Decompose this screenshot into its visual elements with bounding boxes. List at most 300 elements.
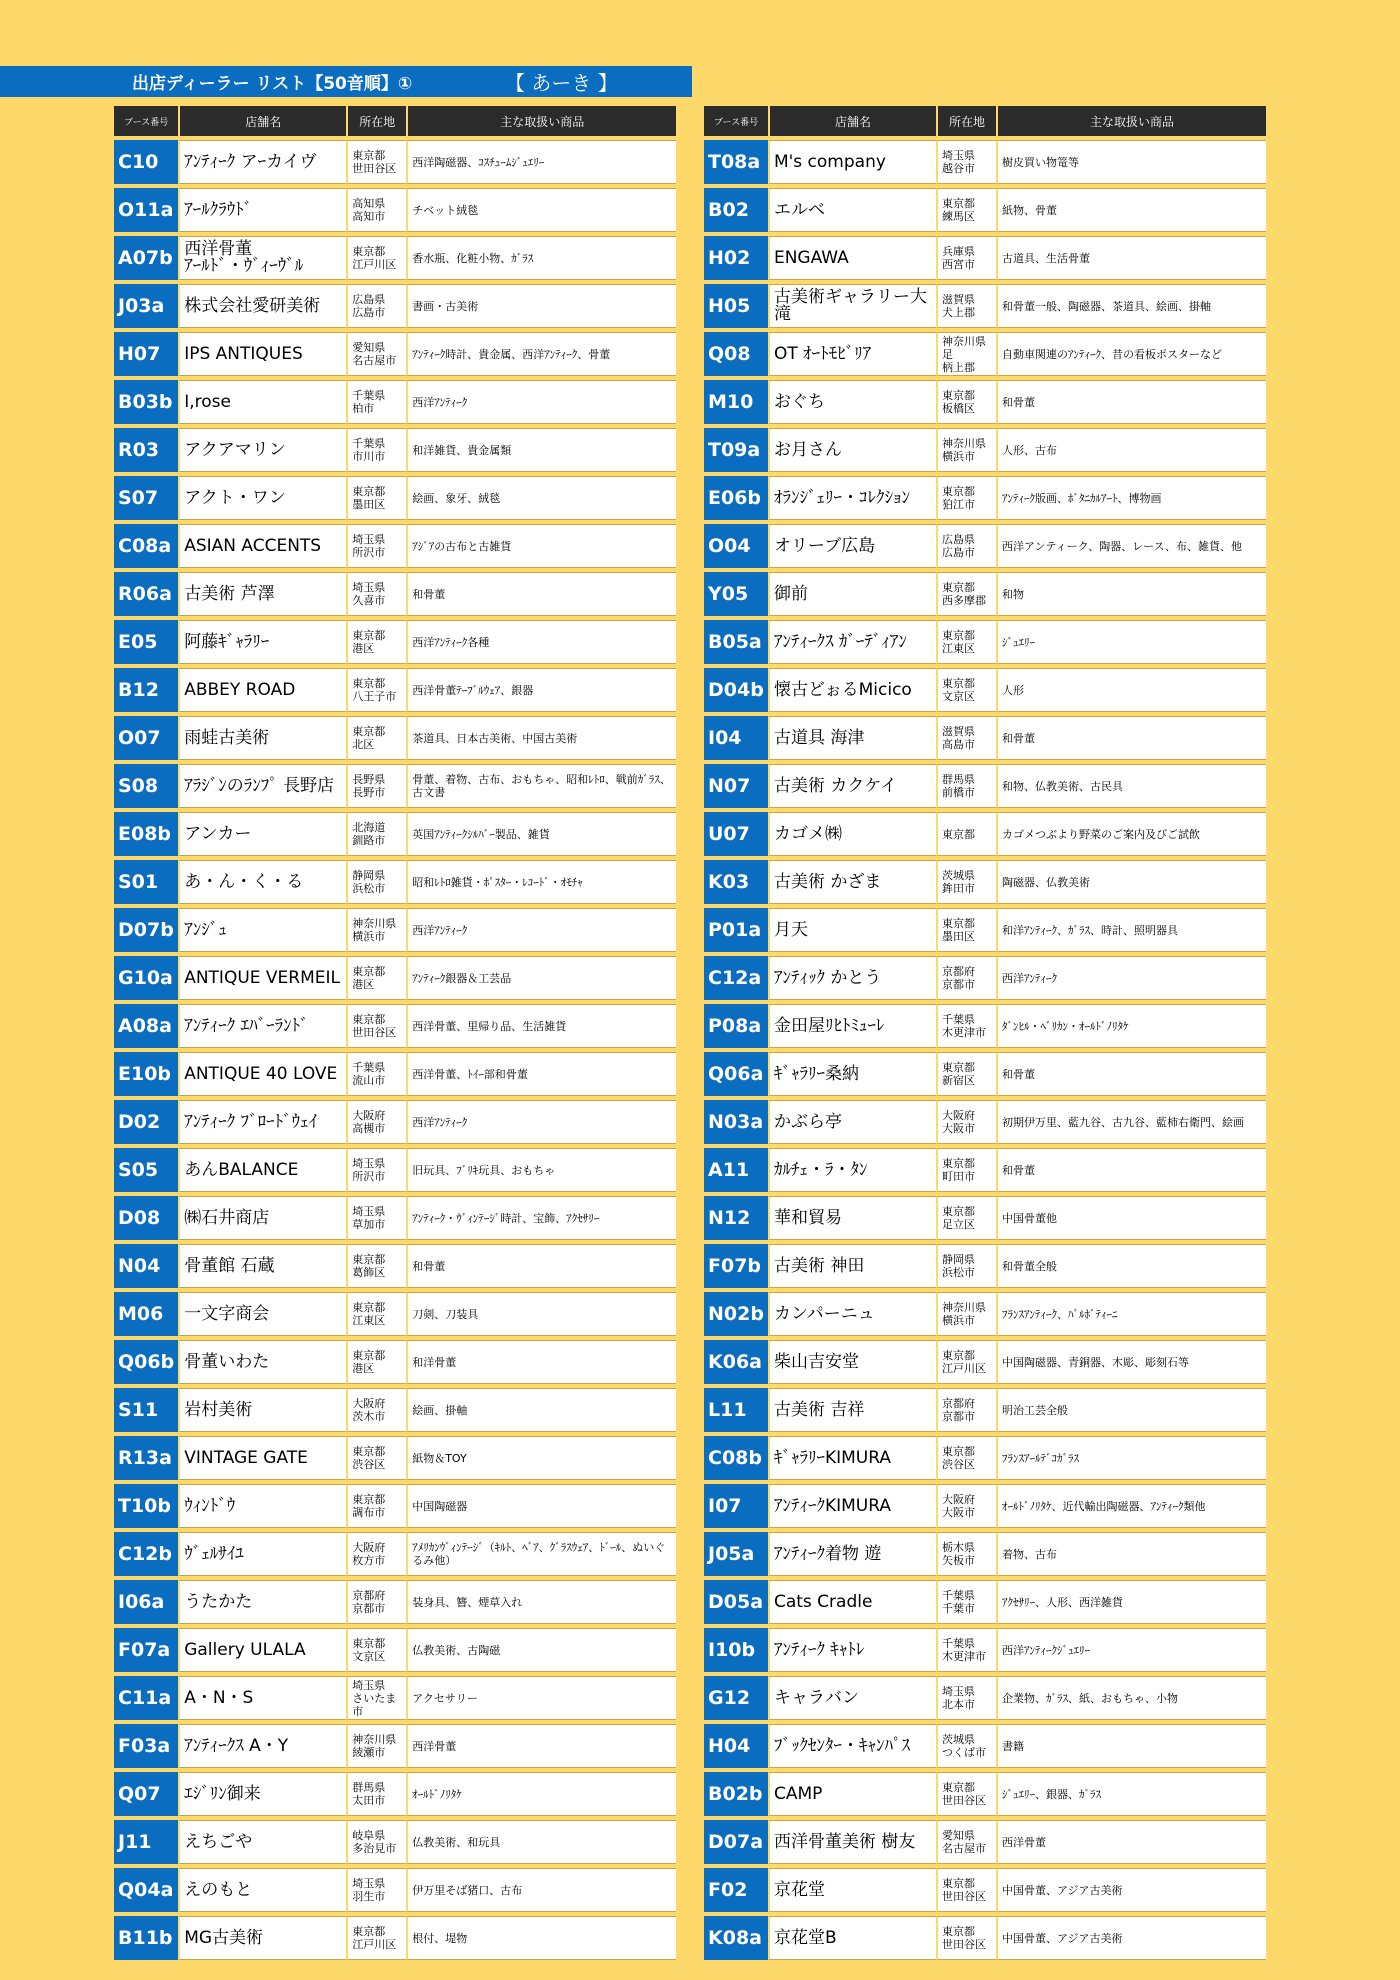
table-row (704, 956, 1266, 1000)
location: 京都府 京都市 (936, 1388, 996, 1432)
goods: 中国陶磁器 (406, 1484, 676, 1528)
table-row (114, 1772, 676, 1816)
shop-name: ｴｼﾞﾘﾝ御来 (178, 1772, 346, 1816)
goods: カゴメつぶより野菜のご案内及びご試飲 (996, 812, 1266, 856)
goods: 刀剣、刀装具 (406, 1292, 676, 1336)
booth-number: N02b (704, 1292, 768, 1336)
shop-name: アクト・ワン (178, 476, 346, 520)
table-row (114, 380, 676, 424)
location: 大阪府 高槻市 (346, 1100, 406, 1144)
shop-name: VINTAGE GATE (178, 1436, 346, 1480)
table-row (704, 908, 1266, 952)
location: 東京都 江戸川区 (936, 1340, 996, 1384)
booth-number: R13a (114, 1436, 178, 1480)
goods: 和骨董 (996, 380, 1266, 424)
location: 兵庫県 西宮市 (936, 236, 996, 280)
shop-name: 金田屋ﾘﾋﾄﾐｭｰﾚ (768, 1004, 936, 1048)
goods: 和洋ｱﾝﾃｨｰｸ、ｶﾞﾗｽ、時計、照明器具 (996, 908, 1266, 952)
location: 東京都 板橋区 (936, 380, 996, 424)
table-row (704, 1724, 1266, 1768)
location: 神奈川県 横浜市 (936, 428, 996, 472)
goods: 中国骨董他 (996, 1196, 1266, 1240)
shop-name: ｶﾙﾁｪ・ﾗ・ﾀﾝ (768, 1148, 936, 1192)
booth-number: L11 (704, 1388, 768, 1432)
table-row (114, 188, 676, 232)
list-title-bar (0, 66, 692, 97)
goods: 茶道具、日本古美術、中国古美術 (406, 716, 676, 760)
location: 滋賀県 高島市 (936, 716, 996, 760)
goods: 根付、堤物 (406, 1916, 676, 1960)
shop-name: M's company (768, 140, 936, 184)
table-row (704, 716, 1266, 760)
goods: 絵画、掛軸 (406, 1388, 676, 1432)
location: 東京都 墨田区 (936, 908, 996, 952)
header-goods: 主な取扱い商品 (406, 106, 676, 136)
goods: 紙物＆TOY (406, 1436, 676, 1480)
table-row (704, 1628, 1266, 1672)
shop-name: 古道具 海津 (768, 716, 936, 760)
goods: チベット絨毯 (406, 188, 676, 232)
shop-name: ｱﾝﾃｨｰｸ着物 遊 (768, 1532, 936, 1576)
goods: 昭和ﾚﾄﾛ雑貨・ﾎﾟｽﾀｰ・ﾚｺｰﾄﾞ・ｵﾓﾁｬ (406, 860, 676, 904)
booth-number: S01 (114, 860, 178, 904)
table-row (704, 1340, 1266, 1384)
goods: 和骨董 (996, 1148, 1266, 1192)
location: 愛知県 名古屋市 (346, 332, 406, 376)
location: 東京都 北区 (346, 716, 406, 760)
booth-number: P08a (704, 1004, 768, 1048)
location: 埼玉県 久喜市 (346, 572, 406, 616)
location: 東京都 港区 (346, 956, 406, 1000)
table-row (114, 1868, 676, 1912)
shop-name: アンカー (178, 812, 346, 856)
booth-number: G12 (704, 1676, 768, 1720)
goods: ﾀﾞﾝﾋﾙ・ﾍﾞﾘｶﾝ・ｵｰﾙﾄﾞﾉﾘﾀｹ (996, 1004, 1266, 1048)
table-row (704, 812, 1266, 856)
table-row (704, 1292, 1266, 1336)
goods: ｱﾝﾃｨｰｸ版画、ﾎﾞﾀﾆｶﾙｱｰﾄ、博物画 (996, 476, 1266, 520)
header-location: 所在地 (346, 106, 406, 136)
dealer-table-right (704, 102, 1266, 1964)
booth-number: S05 (114, 1148, 178, 1192)
goods: 骨董、着物、古布、おもちゃ、昭和ﾚﾄﾛ、戦前ｶﾞﾗｽ、古文書 (406, 764, 676, 808)
shop-name: ｷﾞｬﾗﾘｰ桑納 (768, 1052, 936, 1096)
booth-number: D08 (114, 1196, 178, 1240)
shop-name: おぐち (768, 380, 936, 424)
goods: 和骨董 (406, 572, 676, 616)
shop-name: ｱﾗｼﾞﾝのﾗﾝﾌﾟ 長野店 (178, 764, 346, 808)
goods: 西洋陶磁器、ｺｽﾁｭｰﾑｼﾞｭｴﾘｰ (406, 140, 676, 184)
table-row (704, 1004, 1266, 1048)
shop-name: ｱﾝﾃｨｰｸ ﾌﾞﾛｰﾄﾞｳｪｲ (178, 1100, 346, 1144)
table-row (114, 572, 676, 616)
booth-number: E10b (114, 1052, 178, 1096)
booth-number: D05a (704, 1580, 768, 1624)
location: 栃木県 矢板市 (936, 1532, 996, 1576)
table-row (704, 476, 1266, 520)
table-row (704, 1484, 1266, 1528)
header-goods: 主な取扱い商品 (996, 106, 1266, 136)
shop-name: 京花堂 (768, 1868, 936, 1912)
booth-number: H05 (704, 284, 768, 328)
table-row (114, 860, 676, 904)
booth-number: R06a (114, 572, 178, 616)
shop-name: A・N・S (178, 1676, 346, 1720)
table-row (114, 668, 676, 712)
goods: 仏教美術、和玩具 (406, 1820, 676, 1864)
goods: 香水瓶、化粧小物、ｶﾞﾗｽ (406, 236, 676, 280)
location: 愛知県 名古屋市 (936, 1820, 996, 1864)
booth-number: O11a (114, 188, 178, 232)
location: 岐阜県 多治見市 (346, 1820, 406, 1864)
goods: 西洋ｱﾝﾃｨｰｸ (996, 956, 1266, 1000)
booth-number: R03 (114, 428, 178, 472)
goods: 西洋アンティーク、陶器、レース、布、雑貨、他 (996, 524, 1266, 568)
goods: ｱｸｾｻﾘｰ、人形、西洋雑貨 (996, 1580, 1266, 1624)
location: 千葉県 市川市 (346, 428, 406, 472)
shop-name: ｷﾞｬﾗﾘｰKIMURA (768, 1436, 936, 1480)
table-row (114, 1676, 676, 1720)
table-row (704, 1052, 1266, 1096)
booth-number: J11 (114, 1820, 178, 1864)
table-row (114, 1916, 676, 1960)
location: 東京都 江戸川区 (346, 236, 406, 280)
goods: 伊万里そば猪口、古布 (406, 1868, 676, 1912)
shop-name: エルベ (768, 188, 936, 232)
table-row (704, 1388, 1266, 1432)
shop-name: 華和貿易 (768, 1196, 936, 1240)
shop-name: 一文字商会 (178, 1292, 346, 1336)
shop-name: ｱﾝﾃｨｰｸKIMURA (768, 1484, 936, 1528)
booth-number: I07 (704, 1484, 768, 1528)
shop-name: ｱﾝﾃｨｰｸ ｷｬﾄﾚ (768, 1628, 936, 1672)
goods: 古道具、生活骨董 (996, 236, 1266, 280)
goods: 英国ｱﾝﾃｨｰｸｼﾙﾊﾞｰ製品、雑貨 (406, 812, 676, 856)
shop-name: ANTIQUE 40 LOVE (178, 1052, 346, 1096)
table-row (114, 1820, 676, 1864)
booth-number: C10 (114, 140, 178, 184)
shop-name: オリーブ広島 (768, 524, 936, 568)
booth-number: B11b (114, 1916, 178, 1960)
location: 群馬県 前橋市 (936, 764, 996, 808)
location: 東京都 港区 (346, 1340, 406, 1384)
location: 東京都 江東区 (936, 620, 996, 664)
dealer-list-right (704, 102, 1266, 1964)
goods: 西洋ｱﾝﾃｨｰｸｼﾞｭｴﾘｰ (996, 1628, 1266, 1672)
table-row (704, 764, 1266, 808)
shop-name: ｵﾗﾝｼﾞｪﾘｰ・ｺﾚｸｼｮﾝ (768, 476, 936, 520)
goods: 着物、古布 (996, 1532, 1266, 1576)
table-row (114, 284, 676, 328)
goods: 西洋ｱﾝﾃｨｰｸ (406, 380, 676, 424)
page-title: 出店ディーラー リスト【50音順】① (132, 74, 413, 94)
location: 大阪府 大阪市 (936, 1484, 996, 1528)
location: 東京都 新宿区 (936, 1052, 996, 1096)
shop-name: ENGAWA (768, 236, 936, 280)
dealer-rows-left (114, 140, 676, 1960)
shop-name: 骨董いわた (178, 1340, 346, 1384)
table-row (704, 620, 1266, 664)
goods: 中国陶磁器、青銅器、木彫、彫刻石等 (996, 1340, 1266, 1384)
table-row (114, 812, 676, 856)
shop-name: 懐古どぉるMicico (768, 668, 936, 712)
booth-number: N04 (114, 1244, 178, 1288)
location: 埼玉県 草加市 (346, 1196, 406, 1240)
table-row (114, 1436, 676, 1480)
location: 東京都 八王子市 (346, 668, 406, 712)
shop-name: 西洋骨董美術 樹友 (768, 1820, 936, 1864)
booth-number: F03a (114, 1724, 178, 1768)
table-row (704, 332, 1266, 376)
dealer-rows-right (704, 140, 1266, 1960)
shop-name: ｱﾝﾃｨｰｸ アｰカイヴ (178, 140, 346, 184)
booth-number: B02b (704, 1772, 768, 1816)
table-row (704, 1868, 1266, 1912)
table-row (704, 380, 1266, 424)
table-row (704, 1244, 1266, 1288)
shop-name: 岩村美術 (178, 1388, 346, 1432)
shop-name: OT ｵｰﾄﾓﾋﾞﾘｱ (768, 332, 936, 376)
location: 大阪府 大阪市 (936, 1100, 996, 1144)
booth-number: J03a (114, 284, 178, 328)
shop-name: ｱﾝﾃｨｯｸ かとう (768, 956, 936, 1000)
location: 埼玉県 羽生市 (346, 1868, 406, 1912)
goods: 中国骨董、アジア古美術 (996, 1916, 1266, 1960)
booth-number: S07 (114, 476, 178, 520)
booth-number: T08a (704, 140, 768, 184)
goods: 明治工芸全般 (996, 1388, 1266, 1432)
location: 東京都 世田谷区 (936, 1868, 996, 1912)
goods: ｱﾝﾃｨｰｸ時計、貴金属、西洋ｱﾝﾃｨｰｸ、骨董 (406, 332, 676, 376)
table-row (704, 572, 1266, 616)
shop-name: 阿藤ｷﾞｬﾗﾘｰ (178, 620, 346, 664)
shop-name: ㈱石井商店 (178, 1196, 346, 1240)
location: 茨城県 つくば市 (936, 1724, 996, 1768)
goods: 西洋骨董ﾃｰﾌﾞﾙｳｪｱ、銀器 (406, 668, 676, 712)
goods: 絵画、象牙、絨毯 (406, 476, 676, 520)
table-row (114, 1244, 676, 1288)
location: 東京都 世田谷区 (936, 1772, 996, 1816)
shop-name: 古美術 かざま (768, 860, 936, 904)
table-row (114, 1532, 676, 1576)
goods: 西洋骨董 (406, 1724, 676, 1768)
goods: 初期伊万里、藍九谷、古九谷、藍柿右衛門、絵画 (996, 1100, 1266, 1144)
kana-range-label: 【 あーき 】 (505, 71, 618, 95)
booth-number: E06b (704, 476, 768, 520)
table-row (704, 1676, 1266, 1720)
header-shop-name: 店舗名 (178, 106, 346, 136)
location: 東京都 世田谷区 (346, 1004, 406, 1048)
header-shop-name: 店舗名 (768, 106, 936, 136)
location: 北海道 釧路市 (346, 812, 406, 856)
location: 東京都 世田谷区 (936, 1916, 996, 1960)
location: 神奈川県足 柄上郡 (936, 332, 996, 376)
shop-name: カンパーニュ (768, 1292, 936, 1336)
location: 埼玉県 所沢市 (346, 524, 406, 568)
location: 千葉県 木更津市 (936, 1628, 996, 1672)
goods: 和洋雑貨、貴金属類 (406, 428, 676, 472)
booth-number: F07a (114, 1628, 178, 1672)
location: 埼玉県 北本市 (936, 1676, 996, 1720)
goods: 紙物、骨董 (996, 188, 1266, 232)
dealer-list-left (114, 102, 676, 1964)
location: 東京都 狛江市 (936, 476, 996, 520)
shop-name: カゴメ㈱ (768, 812, 936, 856)
booth-number: C08a (114, 524, 178, 568)
table-row (704, 860, 1266, 904)
shop-name: キャラバン (768, 1676, 936, 1720)
shop-name: 古美術 神田 (768, 1244, 936, 1288)
table-row (704, 1196, 1266, 1240)
goods: 和骨董 (996, 1052, 1266, 1096)
table-row (114, 716, 676, 760)
location: 神奈川県 横浜市 (936, 1292, 996, 1336)
goods: 西洋ｱﾝﾃｨｰｸ (406, 908, 676, 952)
shop-name: アクアマリン (178, 428, 346, 472)
shop-name: 骨董館 石蔵 (178, 1244, 346, 1288)
booth-number: F02 (704, 1868, 768, 1912)
table-row (114, 332, 676, 376)
location: 東京都 葛飾区 (346, 1244, 406, 1288)
location: 東京都 江戸川区 (346, 1916, 406, 1960)
header-booth-number: ブース番号 (114, 106, 178, 136)
booth-number: N03a (704, 1100, 768, 1144)
table-row (114, 476, 676, 520)
shop-name: ｱﾝﾃｨｰｸｽ ｶﾞｰﾃﾞｨｱﾝ (768, 620, 936, 664)
goods: ｼﾞｭｴﾘｰ (996, 620, 1266, 664)
booth-number: I06a (114, 1580, 178, 1624)
booth-number: B03b (114, 380, 178, 424)
shop-name: 古美術ギャラリー大滝 (768, 284, 936, 328)
goods: ｼﾞｭｴﾘｰ、銀器、ｶﾞﾗｽ (996, 1772, 1266, 1816)
table-row (114, 1580, 676, 1624)
shop-name: 古美術 吉祥 (768, 1388, 936, 1432)
dealer-table-left (114, 102, 676, 1964)
location: 埼玉県 越谷市 (936, 140, 996, 184)
booth-number: N12 (704, 1196, 768, 1240)
location: 大阪府 枚方市 (346, 1532, 406, 1576)
goods: 人形、古布 (996, 428, 1266, 472)
table-row (114, 1004, 676, 1048)
location: 高知県 高知市 (346, 188, 406, 232)
goods: 西洋骨董、里帰り品、生活雑貨 (406, 1004, 676, 1048)
table-row (114, 956, 676, 1000)
shop-name: I,rose (178, 380, 346, 424)
shop-name: ABBEY ROAD (178, 668, 346, 712)
shop-name: ｱｰﾙｸﾗｳﾄﾞ (178, 188, 346, 232)
booth-number: Q08 (704, 332, 768, 376)
location: 神奈川県 綾瀬市 (346, 1724, 406, 1768)
shop-name: お月さん (768, 428, 936, 472)
booth-number: G10a (114, 956, 178, 1000)
table-row (704, 188, 1266, 232)
goods: ｵｰﾙﾄﾞﾉﾘﾀｹ (406, 1772, 676, 1816)
goods: 和骨董全般 (996, 1244, 1266, 1288)
table-row (704, 140, 1266, 184)
location: 東京都 練馬区 (936, 188, 996, 232)
location: 静岡県 浜松市 (346, 860, 406, 904)
booth-number: Q07 (114, 1772, 178, 1816)
location: 群馬県 太田市 (346, 1772, 406, 1816)
booth-number: Q06b (114, 1340, 178, 1384)
shop-name: あ・ん・く・る (178, 860, 346, 904)
table-row (704, 236, 1266, 280)
header-booth-number: ブース番号 (704, 106, 768, 136)
goods: 西洋ｱﾝﾃｨｰｸ各種 (406, 620, 676, 664)
table-row (114, 1340, 676, 1384)
booth-number: H04 (704, 1724, 768, 1768)
booth-number: U07 (704, 812, 768, 856)
goods: 企業物、ｶﾞﾗｽ、紙、おもちゃ、小物 (996, 1676, 1266, 1720)
table-row (114, 1292, 676, 1336)
booth-number: T10b (114, 1484, 178, 1528)
booth-number: A08a (114, 1004, 178, 1048)
location: 滋賀県 犬上郡 (936, 284, 996, 328)
table-row (114, 524, 676, 568)
goods: 和骨董 (406, 1244, 676, 1288)
goods: 書画・古美術 (406, 284, 676, 328)
goods: 自動車関連のｱﾝﾃｨｰｸ、昔の看板ポスターなど (996, 332, 1266, 376)
booth-number: K06a (704, 1340, 768, 1384)
location: 千葉県 柏市 (346, 380, 406, 424)
shop-name: 株式会社愛研美術 (178, 284, 346, 328)
location: 広島県 広島市 (936, 524, 996, 568)
booth-number: D04b (704, 668, 768, 712)
location: 埼玉県 さいたま市 (346, 1676, 406, 1720)
table-row (114, 764, 676, 808)
location: 東京都 西多摩郡 (936, 572, 996, 616)
table-row (704, 1916, 1266, 1960)
location: 京都府 京都市 (346, 1580, 406, 1624)
goods: ｵｰﾙﾄﾞﾉﾘﾀｹ、近代輸出陶磁器、ｱﾝﾃｨｰｸ類他 (996, 1484, 1266, 1528)
booth-number: E05 (114, 620, 178, 664)
booth-number: N07 (704, 764, 768, 808)
booth-number: O04 (704, 524, 768, 568)
location: 東京都 文京区 (936, 668, 996, 712)
shop-name: CAMP (768, 1772, 936, 1816)
booth-number: H07 (114, 332, 178, 376)
booth-number: D07b (114, 908, 178, 952)
table-row (704, 668, 1266, 712)
booth-number: D07a (704, 1820, 768, 1864)
booth-number: A07b (114, 236, 178, 280)
goods: ｱﾒﾘｶﾝｳﾞｨﾝﾃｰｼﾞ（ｷﾙﾄ、ﾍﾞｱ、ｸﾞﾗｽｳｪｱ、ﾄﾞｰﾙ、ぬいぐるみ他） (406, 1532, 676, 1576)
shop-name: あんBALANCE (178, 1148, 346, 1192)
table-row (114, 140, 676, 184)
booth-number: C12b (114, 1532, 178, 1576)
shop-name: えのもと (178, 1868, 346, 1912)
table-row (704, 284, 1266, 328)
goods: 書籍 (996, 1724, 1266, 1768)
location: 東京都 文京区 (346, 1628, 406, 1672)
table-header-row (704, 106, 1266, 136)
shop-name: ｱﾝﾃｨｰｸｽ A・Y (178, 1724, 346, 1768)
goods: 旧玩具、ﾌﾞﾘｷ玩具、おもちゃ (406, 1148, 676, 1192)
table-header-row (114, 106, 676, 136)
goods: 西洋ｱﾝﾃｨｰｸ (406, 1100, 676, 1144)
goods: 人形 (996, 668, 1266, 712)
shop-name: えちごや (178, 1820, 346, 1864)
table-row (704, 428, 1266, 472)
shop-name: ｱﾝﾃｨｰｸ ｴﾊﾞｰﾗﾝﾄﾞ (178, 1004, 346, 1048)
booth-number: P01a (704, 908, 768, 952)
shop-name: 西洋骨董 ｱｰﾙﾄﾞ・ｳﾞｨｰｳﾞﾙ (178, 236, 346, 280)
booth-number: K08a (704, 1916, 768, 1960)
table-row (704, 524, 1266, 568)
location: 千葉県 流山市 (346, 1052, 406, 1096)
booth-number: M06 (114, 1292, 178, 1336)
table-row (114, 428, 676, 472)
